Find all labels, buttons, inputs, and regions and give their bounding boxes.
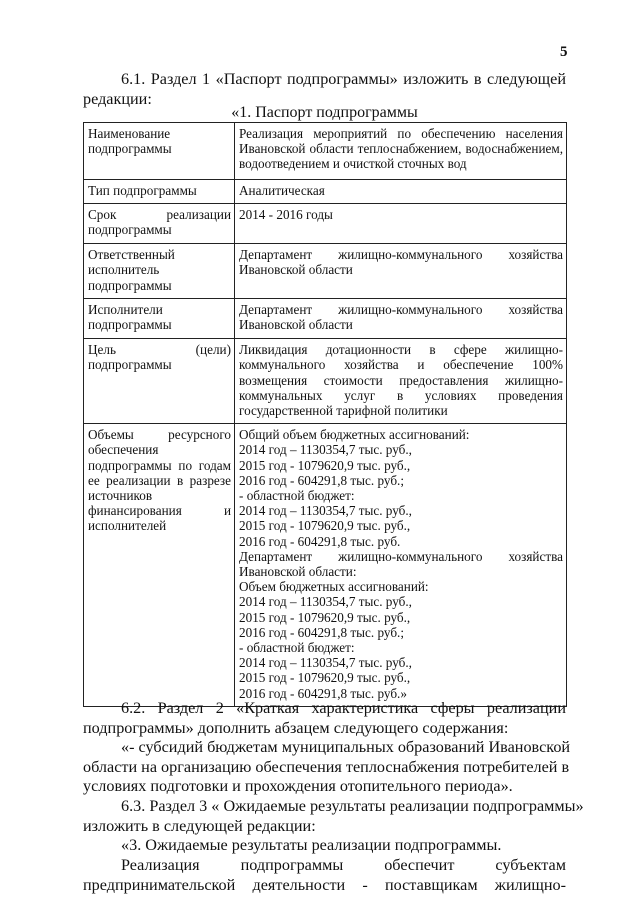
row-label [84, 204, 235, 244]
label-line: Исполнители [88, 302, 163, 318]
label-line: исполнитель [88, 262, 160, 278]
value-line: 2015 год - 1079620,9 тыс. руб., [239, 609, 411, 625]
value-line: Реализация мероприятий по обеспечению населения [239, 126, 563, 141]
page-number: 5 [560, 44, 568, 60]
value-line: коммунальных услуг в условиях проведения [239, 387, 563, 403]
text-line: Реализация подпрограммы обеспечит субъектам [121, 856, 566, 874]
text-line: 6.1. Раздел 1 «Паспорт подпрограммы» изложить в следующей [121, 70, 566, 88]
value-line: государственной тарифной политики [239, 403, 448, 419]
label-line: подпрограммы [88, 357, 172, 373]
value-line: - областной бюджет: [239, 640, 355, 656]
row-label [84, 339, 235, 424]
value-line: возмещения стоимости предоставления жилищно- [239, 372, 563, 388]
table-row [84, 299, 567, 339]
value-line: Департамент жилищно-коммунального хозяйства [239, 247, 563, 263]
value-line: Ивановской области [239, 317, 353, 333]
label-line: ее реализации в разрезе [88, 472, 231, 488]
label-line: Цель (цели) [88, 342, 231, 358]
value-line: 2016 год - 604291,8 тыс. руб.» [239, 685, 407, 701]
value-line: 2014 - 2016 годы [239, 207, 333, 223]
value-line: коммунального хозяйства и обеспечение 100% [239, 357, 563, 373]
table-row [84, 424, 567, 707]
table-row [84, 339, 567, 424]
label-line: подпрограммы [88, 317, 172, 333]
text-line: «- субсидий бюджетам муниципальных образований Ивановской [121, 738, 571, 756]
label-line: финансирования и [88, 503, 231, 519]
value-line: 2015 год - 1079620,9 тыс. руб., [239, 457, 411, 473]
row-label [84, 244, 235, 299]
quote-6-2-paragraph [83, 738, 571, 797]
value-line: 2014 год – 1130354,7 тыс. руб., [239, 442, 412, 458]
section-6-2-paragraph [83, 699, 566, 738]
value-line: Объем бюджетных ассигнований: [239, 579, 429, 595]
label-line: Тип подпрограммы [88, 183, 197, 198]
row-label [84, 180, 235, 204]
section-3-title [83, 836, 566, 856]
row-value [235, 424, 567, 707]
value-line: Департамент жилищно-коммунального хозяйства [239, 548, 563, 564]
passport-table [83, 122, 567, 707]
row-label [84, 424, 235, 707]
label-line: источников [88, 488, 153, 504]
label-line: Наименование [88, 126, 171, 141]
text-line: 6.2. Раздел 2 «Краткая характеристика сферы реализации [121, 699, 566, 717]
table-row [84, 123, 567, 180]
label-line: подпрограммы [88, 141, 172, 157]
row-value [235, 180, 567, 204]
value-line: 2014 год – 1130354,7 тыс. руб., [239, 503, 412, 519]
text-line: подпрограммы» дополнить абзацем следующего содержания: [83, 718, 509, 737]
value-line: Ивановской области [239, 262, 353, 278]
row-value [235, 299, 567, 339]
value-line: 2016 год - 604291,8 тыс. руб.; [239, 472, 404, 488]
text-line: изложить в следующей редакции: [83, 816, 316, 835]
value-line: Ивановской области: [239, 564, 357, 580]
label-line: исполнителей [88, 518, 167, 534]
value-line: 2015 год - 1079620,9 тыс. руб., [239, 670, 411, 686]
text-line: редакции: [83, 89, 152, 108]
row-value [235, 123, 567, 180]
text-line: «3. Ожидаемые результаты реализации подпрограммы. [121, 836, 502, 854]
section-6-3-paragraph [83, 797, 584, 836]
value-line: - областной бюджет: [239, 488, 355, 504]
value-line: Ликвидация дотационности в сфере жилищно- [239, 342, 563, 358]
value-line: Департамент жилищно-коммунального хозяйства [239, 302, 563, 318]
row-value [235, 204, 567, 244]
value-line: 2014 год – 1130354,7 тыс. руб., [239, 655, 412, 671]
label-line: подпрограммы по годам [88, 457, 231, 473]
value-line: Ивановской области теплоснабжением, водоснабжением, [239, 141, 563, 157]
row-label [84, 123, 235, 180]
table-row [84, 244, 567, 299]
label-line: Ответственный [88, 247, 175, 263]
value-line: водоотведением и очисткой сточных вод [239, 156, 467, 172]
text-line: условиях подготовки и прохождения отопительного периода». [83, 777, 513, 795]
row-value [235, 244, 567, 299]
label-line: подпрограммы [88, 222, 172, 238]
value-line: Общий объем бюджетных ассигнований: [239, 427, 470, 443]
value-line: 2015 год - 1079620,9 тыс. руб., [239, 518, 411, 534]
value-line: 2016 год - 604291,8 тыс. руб.; [239, 624, 404, 640]
row-value [235, 339, 567, 424]
table-row [84, 180, 567, 204]
passport-caption: «1. Паспорт подпрограммы [231, 104, 418, 121]
value-line: 2014 год – 1130354,7 тыс. руб., [239, 594, 412, 610]
table-row [84, 204, 567, 244]
value-line: Аналитическая [239, 183, 325, 198]
section-3-body [83, 856, 566, 895]
row-label [84, 299, 235, 339]
text-line: 6.3. Раздел 3 « Ожидаемые результаты реализации подпрограммы» [121, 797, 584, 815]
text-line: предпринимательской деятельности - поставщикам жилищно- [83, 875, 566, 894]
value-line: 2016 год - 604291,8 тыс. руб. [239, 533, 401, 549]
label-line: Срок реализации [88, 207, 231, 223]
text-line: области на организацию обеспечения теплоснабжения потребителей в [83, 757, 570, 776]
label-line: Объемы ресурсного [88, 427, 231, 443]
label-line: подпрограммы [88, 277, 172, 293]
label-line: обеспечения [88, 442, 159, 458]
